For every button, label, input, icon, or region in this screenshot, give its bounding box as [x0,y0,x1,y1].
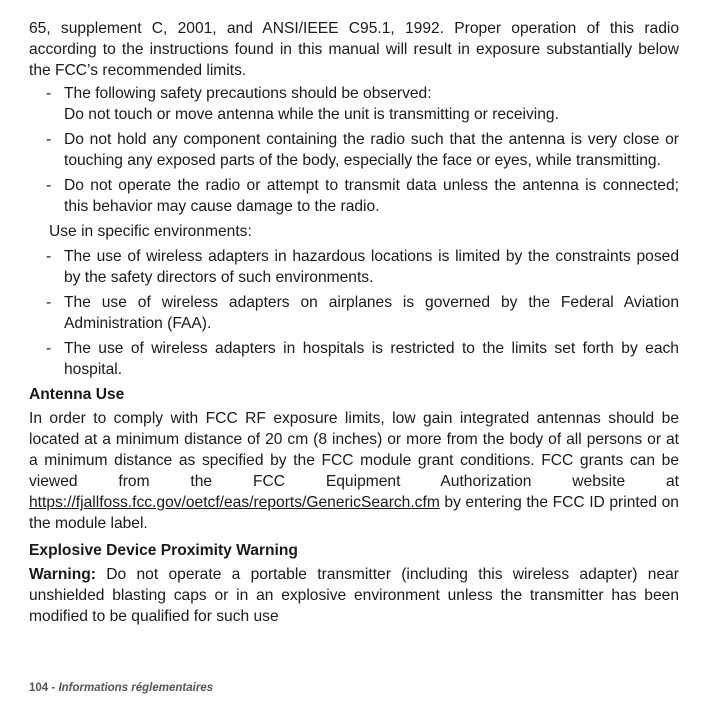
list-item [29,292,679,334]
list-item-text: The following safety precautions should be observed: [64,85,432,102]
list-item-text: Do not operate the radio or attempt to transmit data unless the antenna is connected; this behavior may cause damage to the radio. [64,177,679,215]
list-item-text: The use of wireless adapters on airplanes is governed by the Federal Aviation Administration (FAA). [64,294,679,332]
bullet-dash: - [46,248,52,265]
list-item [29,129,679,171]
warning-label: Warning: [29,566,96,583]
list-item-text: Do not touch or move antenna while the unit is transmitting or receiving. [64,106,559,123]
fcc-search-link[interactable]: https://fjallfoss.fcc.gov/oetcf/eas/reports/GenericSearch.cfm [29,494,440,511]
antenna-use-text: In order to comply with FCC RF exposure limits, low gain integrated antennas should be located at a minimum distance of 20 cm (8 inches) or more from the body of all persons or at a minimum distance as specified by the FCC module grant conditions. FCC grants can be viewed from the FCC Equipment Authorization website at [29,410,679,490]
bullet-dash: - [46,85,52,102]
page-footer [29,682,213,694]
safety-precautions-list [29,83,679,217]
environments-heading: Use in specific environments: [49,223,252,240]
list-item [29,83,679,125]
list-item [29,246,679,288]
explosive-warning-paragraph [29,564,679,627]
explosive-warning-text: Do not operate a portable transmitter (including this wireless adapter) near unshielded blasting caps or in an explosive environment unless the transmitter has been modified to be qualified for such use [29,566,679,625]
environments-list [29,246,679,380]
list-item-text: The use of wireless adapters in hospitals is restricted to the limits set forth by each hospital. [64,340,679,378]
intro-paragraph: 65, supplement C, 2001, and ANSI/IEEE C95.1, 1992. Proper operation of this radio according to the instructions found in this manual will result in exposure substantially below the FCC’s recommended limits. [29,20,679,79]
antenna-use-heading: Antenna Use [29,386,125,403]
antenna-use-text-after: by entering the FCC ID printed on the module label. [29,494,679,532]
list-item-text: Do not hold any component containing the radio such that the antenna is very close or touching any exposed parts of the body, especially the face or eyes, while transmitting. [64,131,679,169]
bullet-dash: - [46,131,52,148]
page-number: 104 [29,682,49,694]
antenna-use-paragraph [29,408,679,534]
list-item [29,175,679,217]
bullet-dash: - [46,340,52,357]
footer-section-title: Informations réglementaires [58,682,214,694]
list-item [29,338,679,380]
explosive-warning-heading: Explosive Device Proximity Warning [29,542,298,559]
bullet-dash: - [46,294,52,311]
bullet-dash: - [46,177,52,194]
document-page [29,18,679,627]
list-item-text: The use of wireless adapters in hazardous locations is limited by the constraints posed by the safety directors of such environments. [64,248,679,286]
footer-separator: - [51,682,56,694]
